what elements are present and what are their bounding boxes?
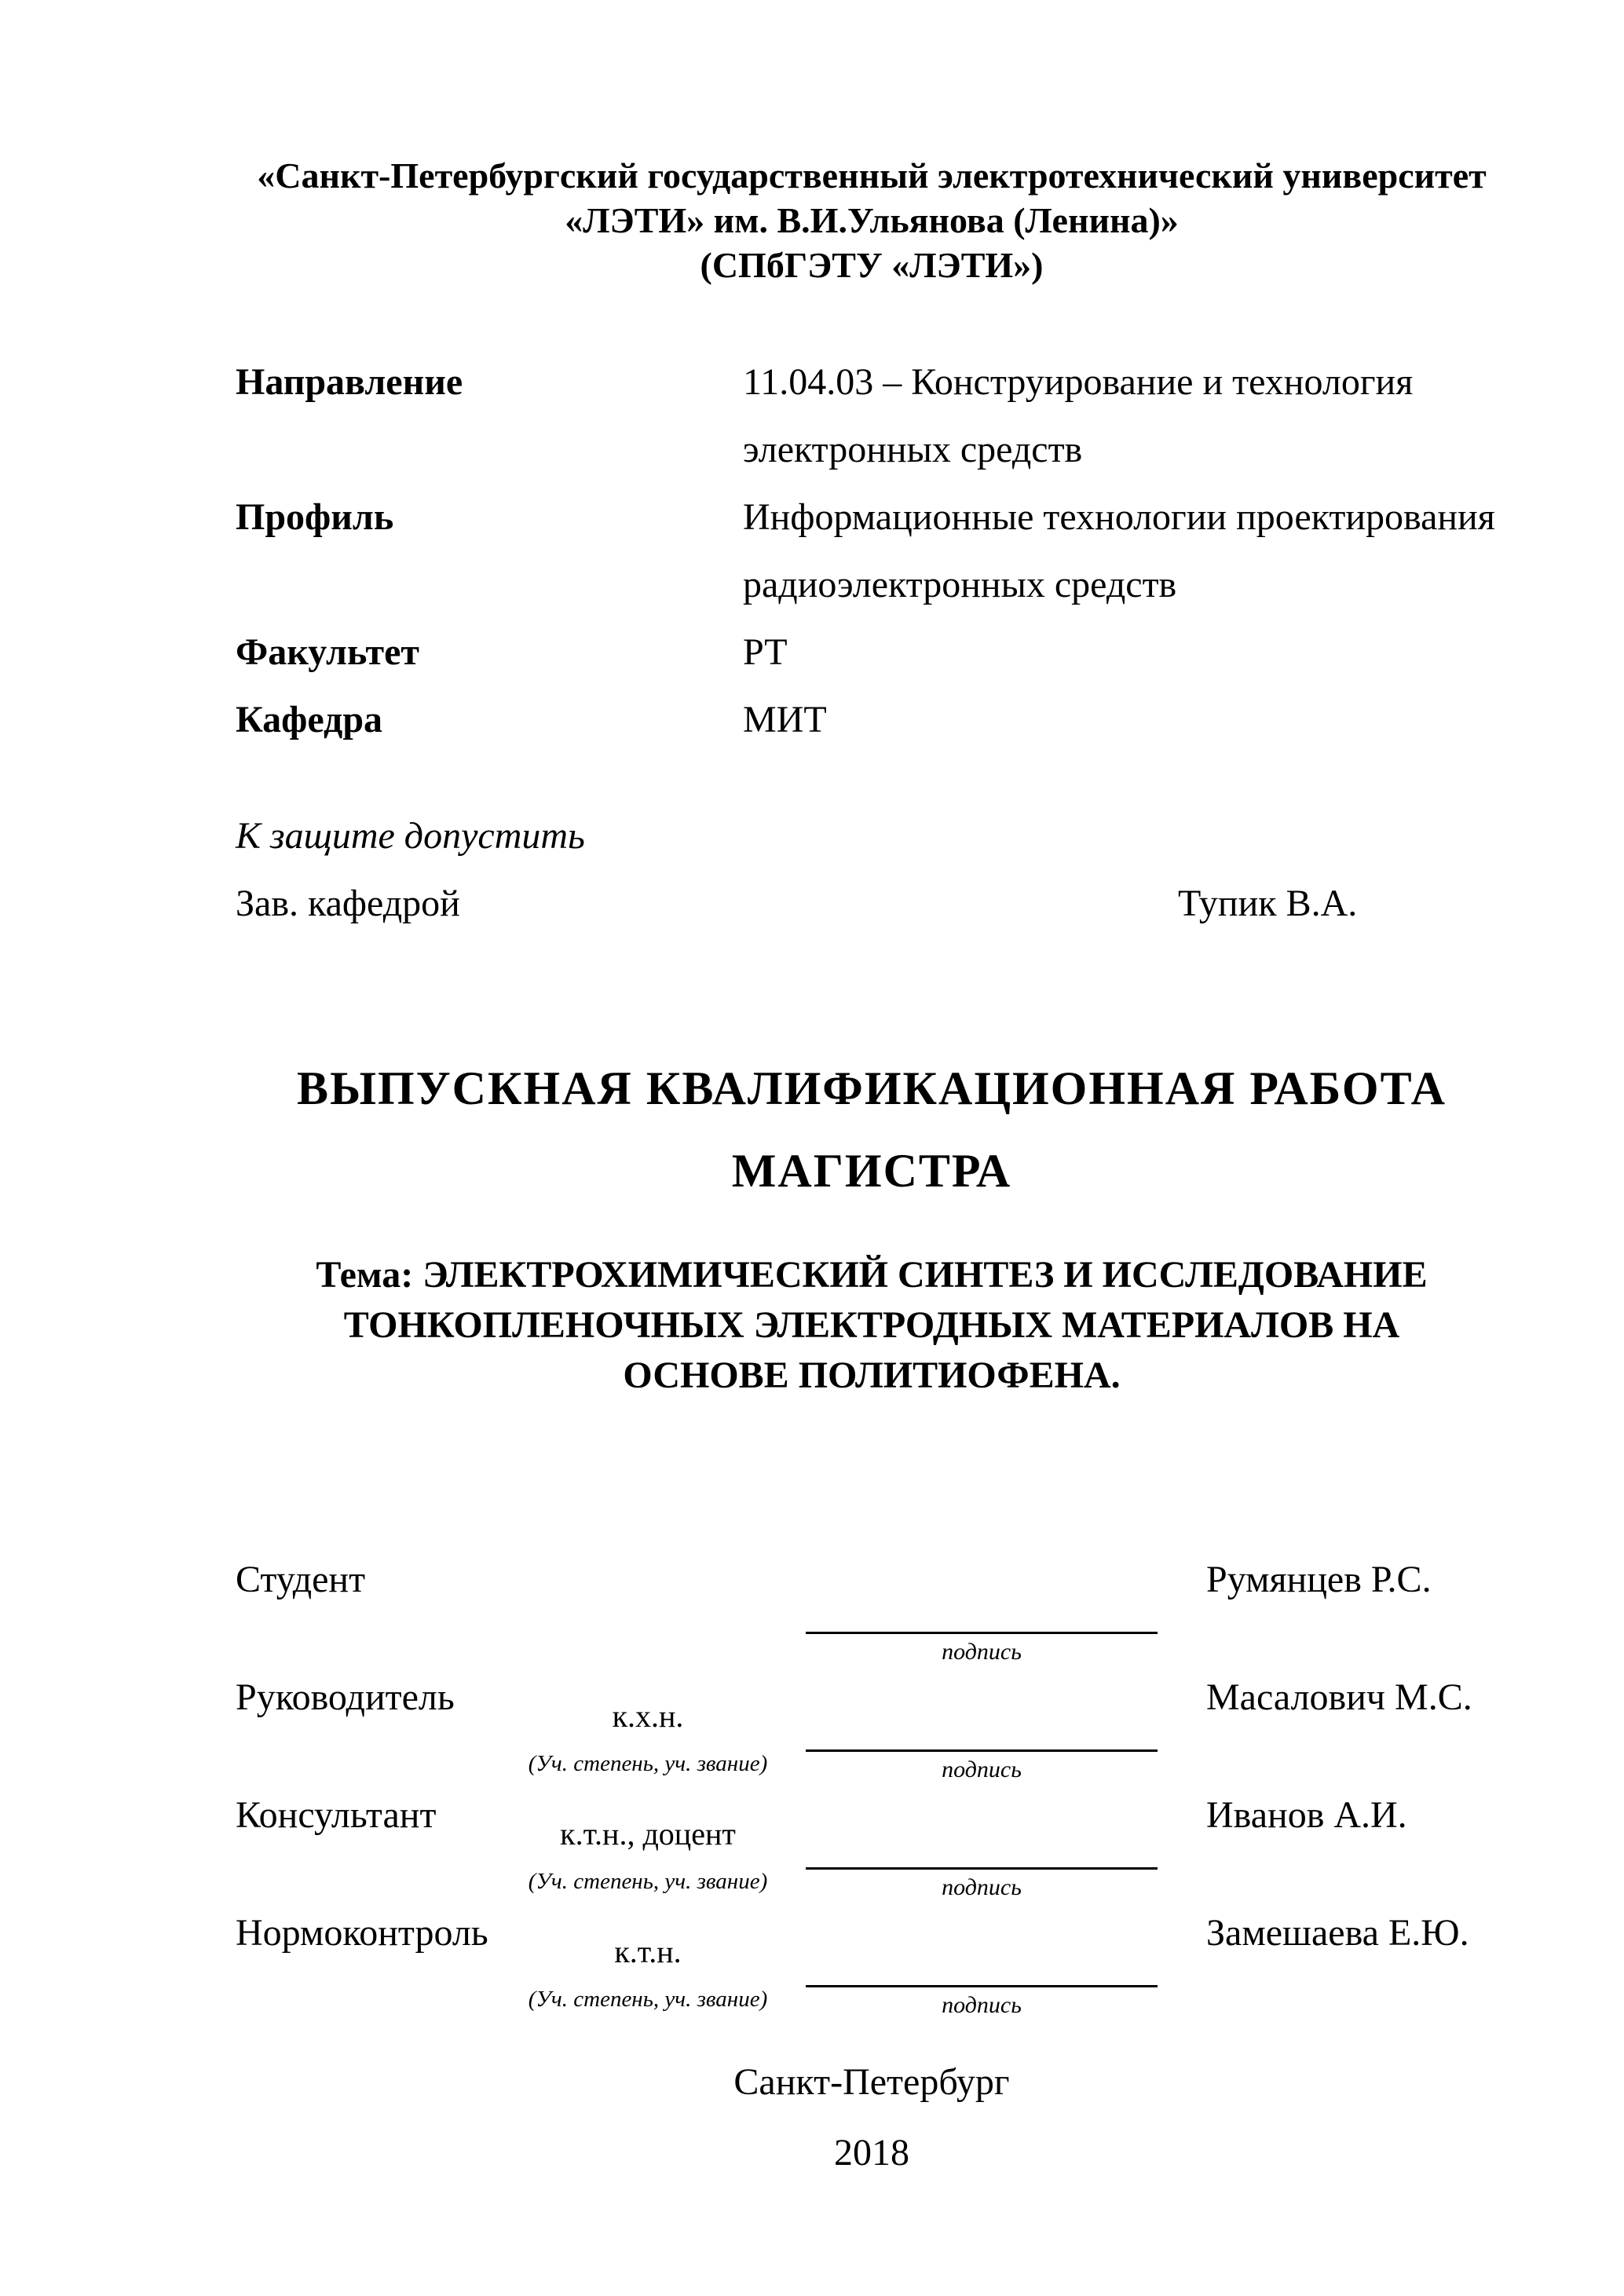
supervisor-degree-caption: (Уч. степень, уч. звание) xyxy=(528,1751,768,1776)
university-header-line-1: «Санкт-Петербургский государственный электротехнический университет xyxy=(257,155,1487,196)
supervisor-degree-block xyxy=(503,1676,793,1793)
admission-section xyxy=(236,803,1508,938)
consultant-name: Иванов А.И. xyxy=(1206,1794,1407,1836)
university-header-line-2: «ЛЭТИ» им. В.И.Ульянова (Ленина)» xyxy=(565,200,1179,240)
department-head-name: Тупик В.А. xyxy=(1178,883,1358,924)
student-signature-block xyxy=(793,1558,1170,1676)
faculty-label: Факультет xyxy=(236,631,419,673)
profile-value: Информационные технологии проектирования радиоэлектронных средств xyxy=(743,496,1495,605)
consultant-role-label: Консультант xyxy=(236,1794,437,1836)
detail-row-direction xyxy=(236,349,1508,484)
department-value: МИТ xyxy=(743,699,827,740)
consultant-degree-caption: (Уч. степень, уч. звание) xyxy=(528,1869,768,1894)
detail-row-department xyxy=(236,686,1508,754)
supervisor-name: Масалович М.С. xyxy=(1206,1676,1472,1718)
footer xyxy=(236,2060,1508,2175)
supervisor-signature-line xyxy=(806,1676,1158,1752)
student-role-label: Студент xyxy=(236,1559,366,1600)
signature-row-normcontrol xyxy=(236,1911,1508,2029)
supervisor-signature-caption: подпись xyxy=(942,1757,1022,1782)
student-signature-line xyxy=(806,1558,1158,1634)
supervisor-role-label: Руководитель xyxy=(236,1676,455,1718)
detail-row-profile xyxy=(236,484,1508,619)
department-head-row xyxy=(236,870,1508,938)
consultant-signature-caption: подпись xyxy=(942,1874,1022,1900)
university-header xyxy=(236,153,1508,287)
normcontrol-signature-line xyxy=(806,1911,1158,1987)
details-section xyxy=(236,349,1508,754)
consultant-signature-line xyxy=(806,1793,1158,1870)
faculty-value: РТ xyxy=(743,631,788,673)
direction-label: Направление xyxy=(236,361,463,403)
consultant-signature-block xyxy=(793,1793,1170,1911)
normcontrol-degree-caption: (Уч. степень, уч. звание) xyxy=(528,1987,768,2012)
signature-row-supervisor xyxy=(236,1676,1508,1793)
supervisor-signature-block xyxy=(793,1676,1170,1793)
signature-row-student xyxy=(236,1558,1508,1676)
footer-year: 2018 xyxy=(834,2132,909,2174)
footer-city: Санкт-Петербург xyxy=(733,2061,1010,2103)
department-label: Кафедра xyxy=(236,699,383,740)
direction-value: 11.04.03 – Конструирование и технология электронных средств xyxy=(743,361,1414,470)
signatures-section xyxy=(236,1558,1508,2029)
work-title xyxy=(236,1047,1508,1212)
normcontrol-degree: к.т.н. xyxy=(614,1934,682,1969)
thesis-theme: Тема: ЭЛЕКТРОХИМИЧЕСКИЙ СИНТЕЗ И ИССЛЕДОВАНИЕ ТОНКОПЛЕНОЧНЫХ ЭЛЕКТРОДНЫХ МАТЕРИАЛОВ НА ОСНОВЕ ПОЛИТИОФЕНА. xyxy=(316,1254,1428,1396)
normcontrol-signature-caption: подпись xyxy=(942,1992,1022,2018)
department-head-label: Зав. кафедрой xyxy=(236,883,460,924)
normcontrol-degree-block xyxy=(503,1911,793,2029)
signature-row-consultant xyxy=(236,1793,1508,1911)
normcontrol-signature-block xyxy=(793,1911,1170,2029)
normcontrol-role-label: Нормоконтроль xyxy=(236,1912,488,1954)
detail-row-faculty xyxy=(236,619,1508,686)
student-signature-caption: подпись xyxy=(942,1639,1022,1665)
consultant-degree-block xyxy=(503,1793,793,1911)
supervisor-degree: к.х.н. xyxy=(612,1698,684,1734)
work-title-line-2: МАГИСТРА xyxy=(731,1145,1012,1197)
normcontrol-name: Замешаева Е.Ю. xyxy=(1206,1912,1469,1954)
student-name: Румянцев Р.С. xyxy=(1206,1559,1432,1600)
admission-note: К защите допустить xyxy=(236,815,585,857)
profile-label: Профиль xyxy=(236,496,394,538)
student-degree-block xyxy=(503,1558,793,1676)
consultant-degree: к.т.н., доцент xyxy=(560,1816,736,1852)
work-title-line-1: ВЫПУСКНАЯ КВАЛИФИКАЦИОННАЯ РАБОТА xyxy=(297,1062,1447,1114)
university-header-line-3: (СПбГЭТУ «ЛЭТИ») xyxy=(700,245,1044,285)
